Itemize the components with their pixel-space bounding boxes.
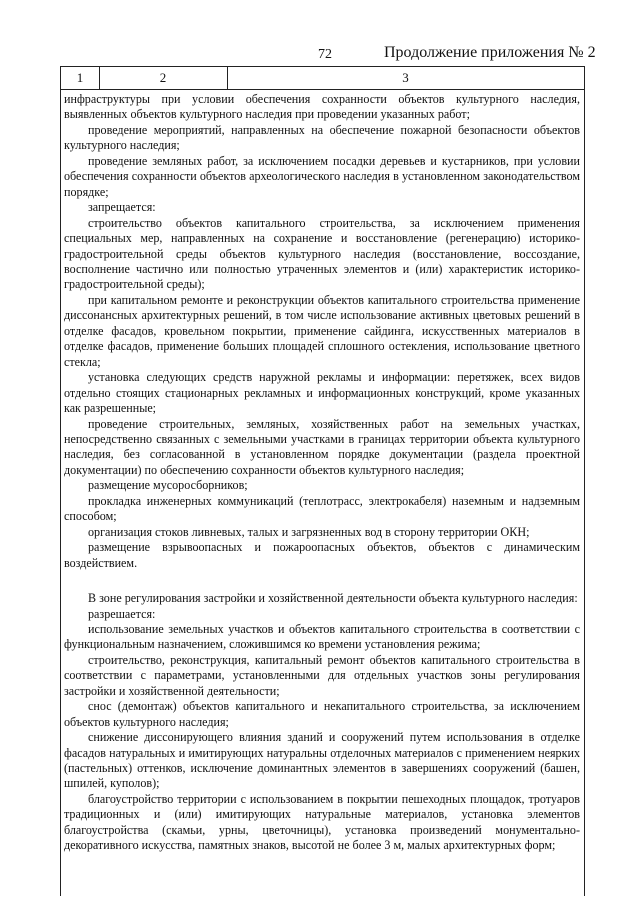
section-heading: В зоне регулирования застройки и хозяйственной деятельности объекта культурного наследия: (88, 591, 578, 606)
table-body-text (64, 92, 580, 854)
paragraph: размещение взрывоопасных и пожароопасных объектов, объектов с динамическим воздействием. (64, 540, 580, 570)
page-number: 72 (318, 47, 332, 62)
section-spacer (64, 571, 580, 591)
paragraph: инфраструктуры при условии обеспечения сохранности объектов культурного наследия, выявленных объектов культурного наследия при проведении указанных работ; (64, 92, 580, 122)
paragraph: использование земельных участков и объектов капитального строительства в соответствии с функциональным назначением, сложившимся ко времени установления режима; (64, 621, 580, 652)
column-header-2: 2 (159, 70, 167, 85)
paragraph: строительство, реконструкция, капитальный ремонт объектов капитального строительства в соответствии с параметрами, установленными для отдельных участков зоны регулирования застройки и хозяйственной деятельности; (64, 652, 580, 698)
regulations-table (60, 66, 585, 896)
paragraph: размещение мусоросборников; (88, 478, 248, 493)
appendix-title: Продолжение приложения № 2 (384, 44, 596, 61)
paragraph: прокладка инженерных коммуникаций (теплотрасс, электрокабеля) наземным и надземным способом; (64, 493, 580, 524)
paragraph: установка следующих средств наружной рекламы и информации: перетяжек, всех видов отдельно стоящих стационарных рекламных и информационных конструкций, кроме указанных как разрешенные; (64, 370, 580, 416)
paragraph: проведение мероприятий, направленных на обеспечение пожарной безопасности объектов культурного наследия; (64, 122, 580, 153)
paragraph-heading: разрешается: (88, 606, 156, 621)
paragraph: снижение диссонирующего влияния зданий и сооружений путем использования в отделке фасадов натуральных и имитирующих натуральны отделочных материалов с применением неярких (пастельных) оттенков, исключение доминантных элементов в завершениях сооружений (башен, шпилей, куполов); (64, 730, 580, 791)
paragraph: строительство объектов капитального строительства, за исключением применения специальных мер, направленных на сохранение и восстановление (регенерацию) историко-градостроительной среды объектов культурного наследия (восстановление, воссоздание, восполнение частично или полностью утраченных элементов и (или) характеристик историко-градостроительной среды); (64, 215, 580, 292)
paragraph-heading: запрещается: (88, 200, 156, 215)
table-header-row (61, 66, 584, 90)
column-header-1: 1 (76, 70, 84, 85)
paragraph: при капитальном ремонте и реконструкции объектов капитального строительства применение диссонансных архитектурных решений, в том числе использование активных цветовых решений в отделке фасадов, кровельном покрытии, применение сайдинга, искусственных материалов в отделке фасадов, применение больших площадей сплошного остекления, использование цветного стекла; (64, 292, 580, 369)
paragraph: снос (демонтаж) объектов капитального и некапитального строительства, за исключением объектов культурного наследия; (64, 699, 580, 729)
paragraph: организация стоков ливневых, талых и загрязненных вод в сторону территории ОКН; (88, 524, 530, 539)
paragraph: проведение строительных, земляных, хозяйственных работ на земельных участках, непосредственно связанных с земельными участками в границах территории объекта культурного наследия, без согласованной в установленном порядке документации (раздела проектной документации) по обеспечению сохранности объектов культурного наследия; (64, 416, 580, 477)
paragraph: проведение земляных работ, за исключением посадки деревьев и кустарников, при условии обеспечения сохранности объектов археологического наследия в установленном законодательством порядке; (64, 153, 580, 199)
column-header-3: 3 (402, 70, 409, 85)
paragraph: благоустройство территории с использованием в покрытии пешеходных площадок, тротуаров традиционных и (или) имитирующих натуральные материалов, установка элементов благоустройства (скамьи, урны, цветочницы), установка произведений монументально-декоративного искусства, памятных знаков, высотой не более 3 м, малых архитектурных форм; (64, 791, 580, 853)
